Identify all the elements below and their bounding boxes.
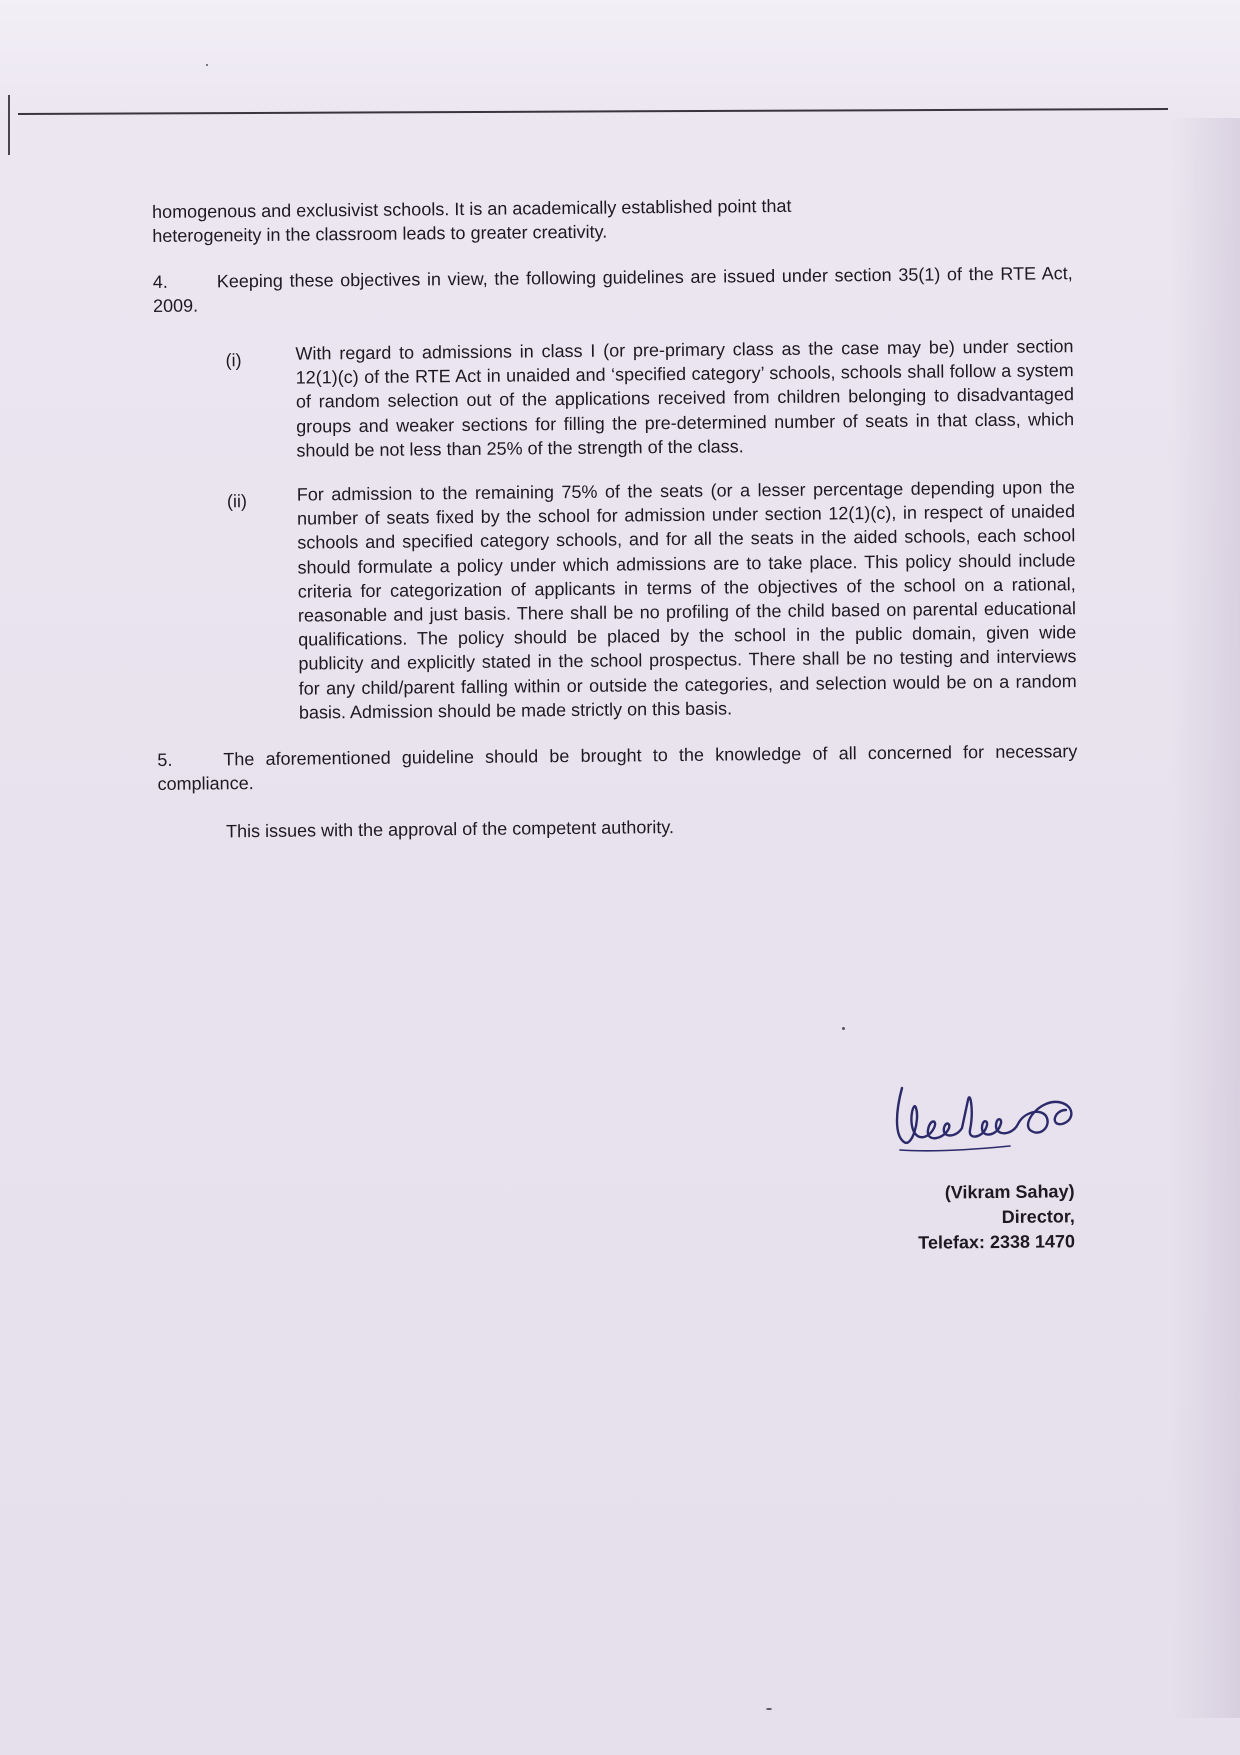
- signatory-telefax: Telefax: 2338 1470: [918, 1231, 1076, 1253]
- scan-speck: [766, 1708, 772, 1710]
- scan-speck: [206, 64, 208, 66]
- scan-top-band: [0, 0, 1240, 118]
- paragraph-5: [157, 739, 1077, 796]
- guideline-item-i: [153, 334, 1074, 464]
- signatory-name: (Vikram Sahay): [944, 1181, 1075, 1203]
- guideline-item-i-text: With regard to admissions in class I (or pre-primary class as the case may be) under section 12(1)(c) of the RTE Act in unaided and ‘specified category’ schools, schools shall follow a system of random selection out of the applications received from children belonging to disadvantaged groups and weaker sections for filling the pre-determined number of seats in that class, which should be not less than 25% of the strength of the class.: [295, 336, 1075, 461]
- intro-paragraph: [152, 191, 1072, 248]
- guideline-item-ii-text: For admission to the remaining 75% of the seats (or a lesser percentage depending upon the number of seats fixed by the school for admission under section 12(1)(c), in respect of unaided schools and specified category schools, and for all the seats in the aided schools, each school should formulate a policy under which admissions are to take place. This policy should include criteria for categorization of applicants in terms of the objectives of the school on a rational, reasonable and just basis. There shall be no profiling of the child based on parental educational qualifications. The policy should be placed by the school in the public domain, given wide publicity and explicitly stated in the school prospectus. There shall be no testing and interviews for any child/parent falling within or outside the categories, and selection would be on a random basis. Admission should be made strictly on this basis.: [296, 477, 1077, 723]
- scan-speck: [842, 1027, 845, 1030]
- paragraph-4-text: Keeping these objectives in view, the following guidelines are issued under section 35(1) of the RTE Act, 2009.: [152, 263, 1073, 316]
- approval-line: This issues with the approval of the competent authority.: [225, 817, 675, 842]
- intro-line-2: heterogeneity in the classroom leads to greater creativity.: [152, 221, 608, 246]
- letter-body: [152, 191, 1078, 844]
- signatory-block: [918, 1179, 1075, 1256]
- left-border-mark: [8, 95, 10, 155]
- handwritten-signature: [890, 1080, 1090, 1160]
- intro-line-1: homogenous and exclusivist schools. It is an academically established point that: [152, 195, 792, 222]
- paragraph-5-number: 5.: [157, 749, 173, 771]
- guideline-item-i-label: (i): [225, 350, 242, 371]
- paragraph-4: [153, 261, 1073, 318]
- paragraph-4-number: 4.: [152, 271, 168, 292]
- guideline-item-ii-label: (ii): [226, 491, 247, 512]
- right-page-edge-shadow: [1170, 118, 1240, 1718]
- paragraph-5-text: The aforementioned guideline should be brought to the knowledge of all concerned for necessary compliance.: [157, 741, 1078, 795]
- signatory-designation: Director,: [1001, 1206, 1076, 1227]
- guideline-item-ii: [155, 475, 1077, 726]
